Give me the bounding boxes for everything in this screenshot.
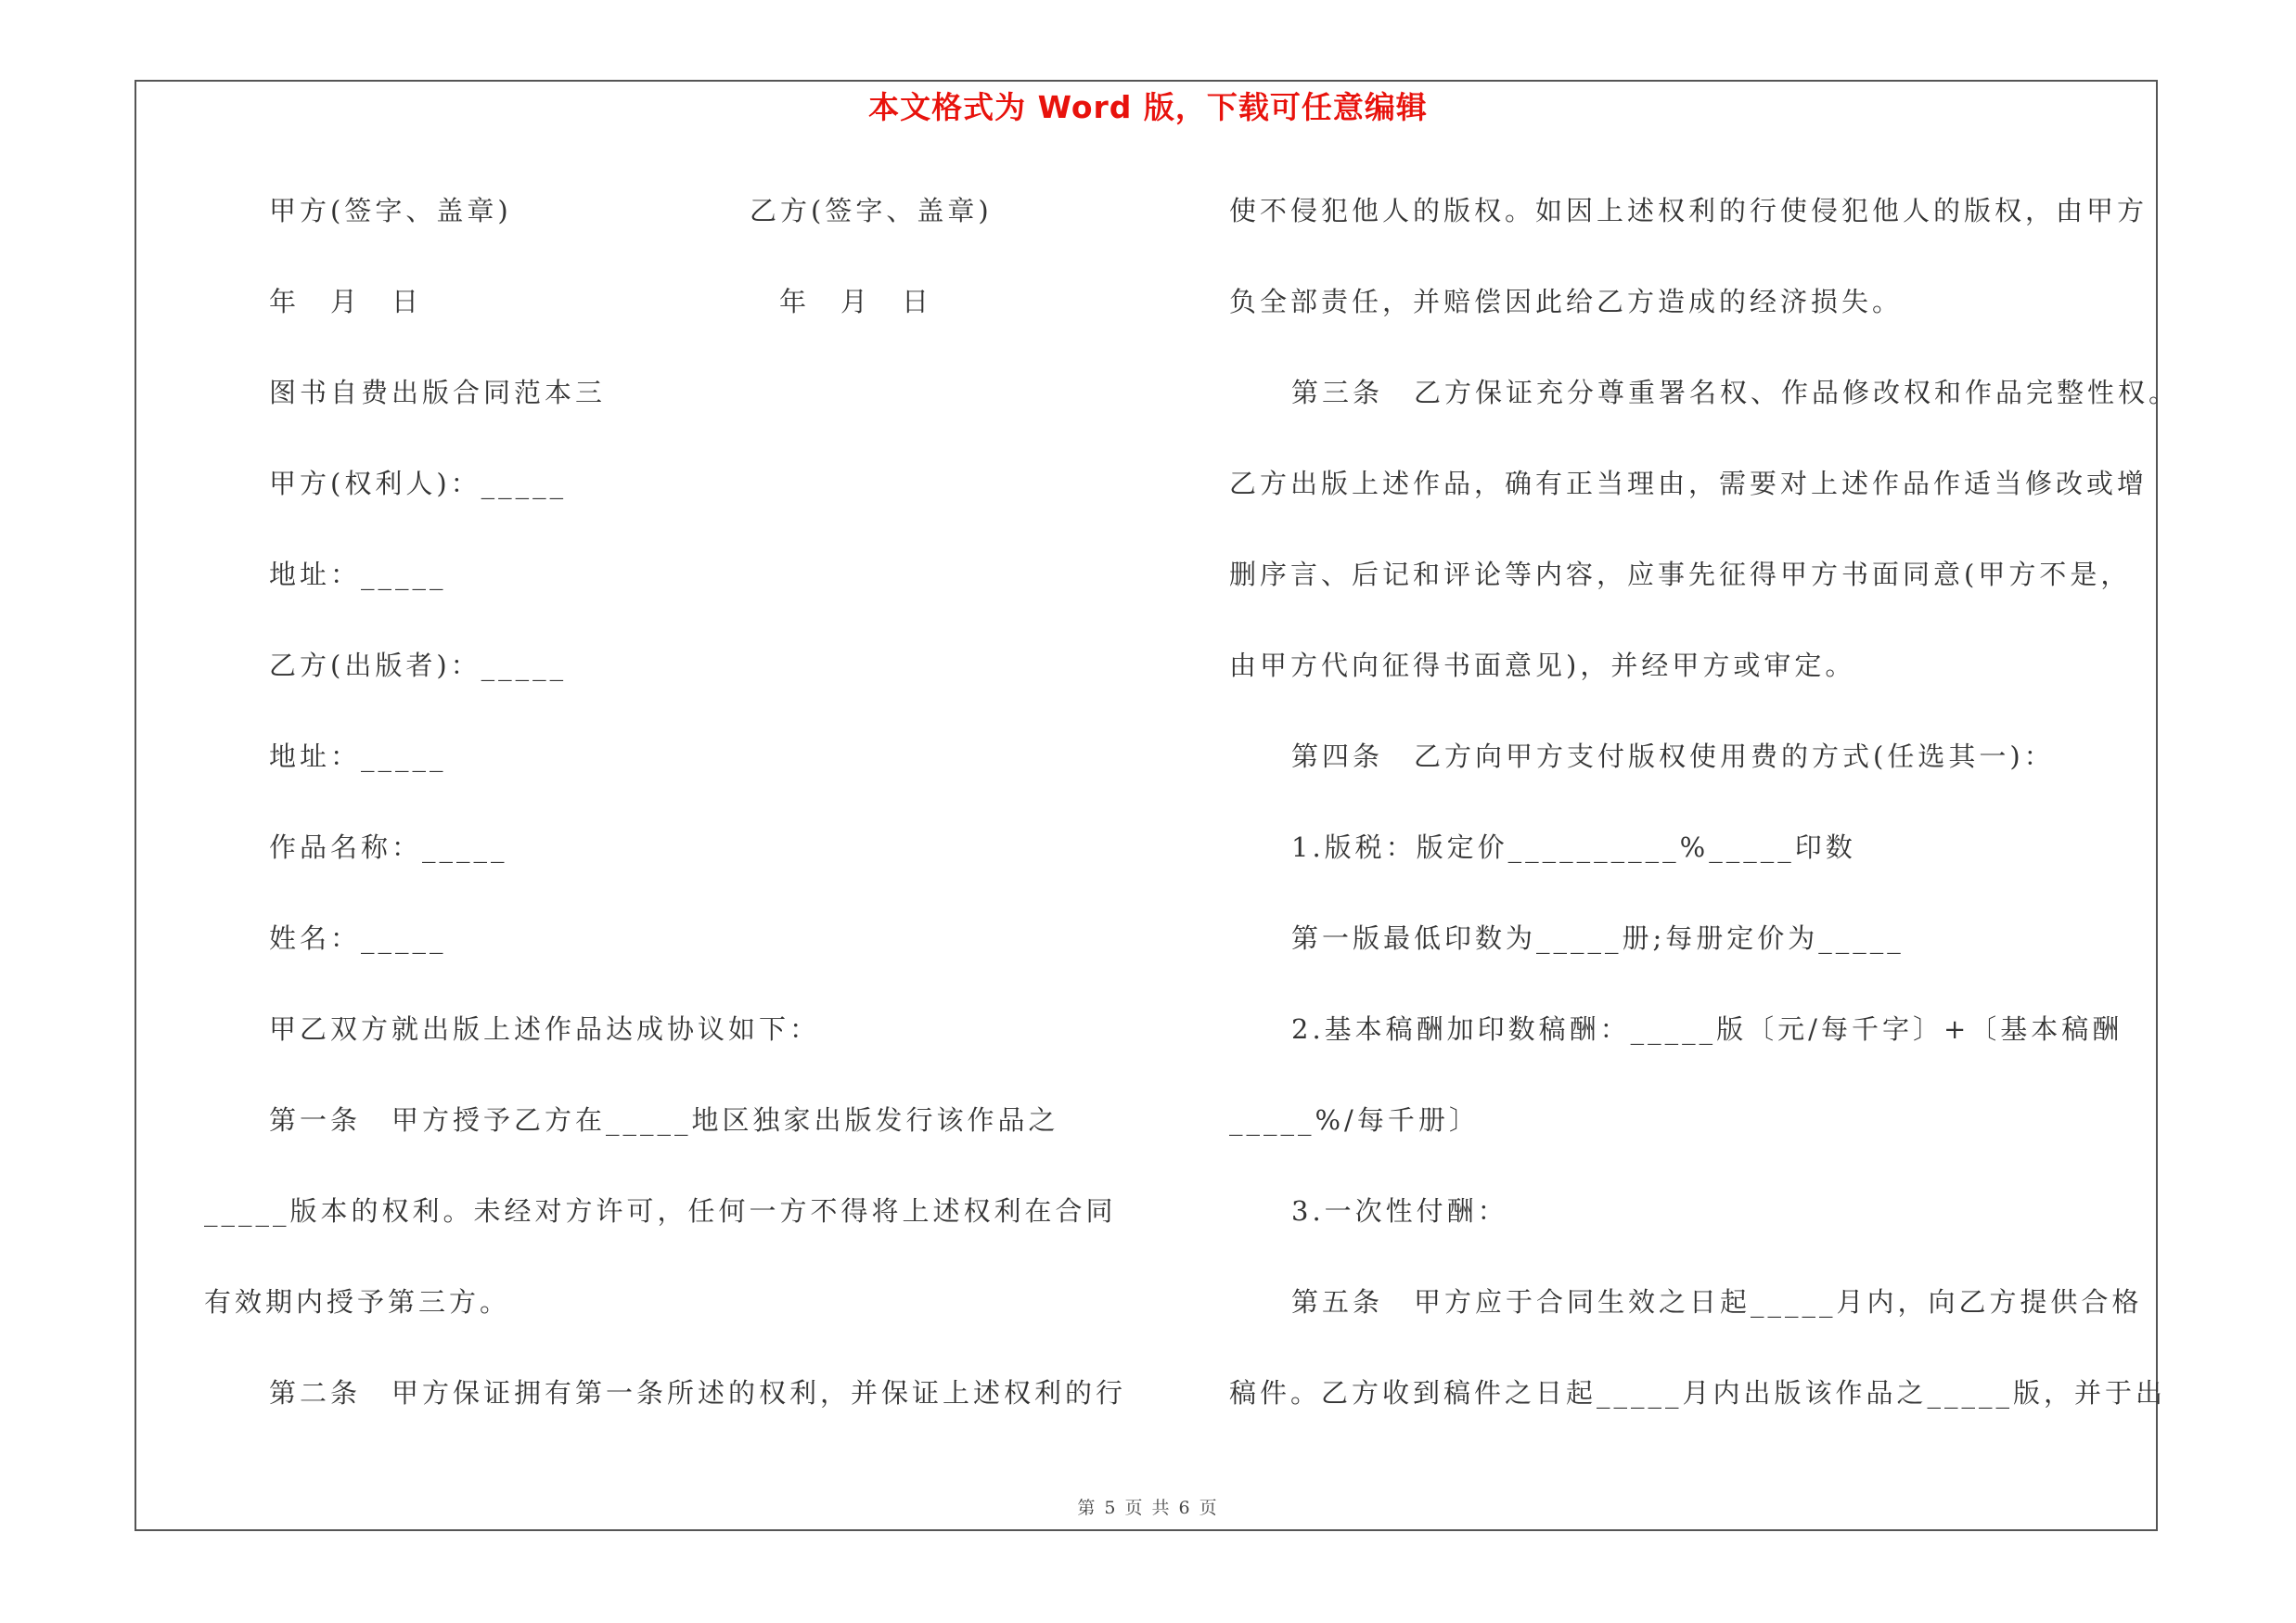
party-b-address-field: 地址：_____: [269, 741, 447, 772]
name-field: 姓名：_____: [269, 922, 447, 954]
royalty-option-1: 1.版税：版定价__________%_____印数: [1291, 831, 1856, 863]
article-2-line-3: 负全部责任，并赔偿因此给乙方造成的经济损失。: [1229, 286, 1904, 317]
work-title-field: 作品名称：_____: [269, 831, 508, 863]
party-b-field: 乙方(出版者)：_____: [269, 650, 568, 681]
article-3-line-3: 删序言、后记和评论等内容，应事先征得甲方书面同意(甲方不是，: [1229, 559, 2132, 590]
page-number: 第 5 页 共 6 页: [1077, 1498, 1219, 1518]
party-a-address-field: 地址：_____: [269, 559, 447, 590]
agreement-intro: 甲乙双方就出版上述作品达成协议如下：: [269, 1013, 821, 1045]
royalty-option-2-line-2: _____%/每千册〕: [1229, 1104, 1480, 1136]
article-2-line-1: 第二条 甲方保证拥有第一条所述的权利，并保证上述权利的行: [269, 1377, 1127, 1409]
date-party-a: 年 月 日: [269, 286, 423, 317]
article-2-line-2: 使不侵犯他人的版权。如因上述权利的行使侵犯他人的版权，由甲方: [1229, 195, 2148, 226]
contract-title: 图书自费出版合同范本三: [269, 377, 607, 408]
signature-party-b: 乙方(签字、盖章): [750, 195, 993, 226]
article-3-line-2: 乙方出版上述作品，确有正当理由，需要对上述作品作适当修改或增: [1229, 468, 2148, 499]
signature-party-a: 甲方(签字、盖章): [269, 195, 512, 226]
article-3-line-4: 由甲方代向征得书面意见)，并经甲方或审定。: [1229, 650, 1856, 681]
article-3-line-1: 第三条 乙方保证充分尊重署名权、作品修改权和作品完整性权。: [1291, 377, 2180, 408]
article-5-line-2: 稿件。乙方收到稿件之日起_____月内出版该作品之_____版，并于出: [1229, 1377, 2167, 1409]
royalty-option-3: 3.一次性付酬：: [1291, 1195, 1508, 1227]
first-edition-print-run: 第一版最低印数为_____册;每册定价为_____: [1291, 922, 1905, 954]
article-4-line-1: 第四条 乙方向甲方支付版权使用费的方式(任选其一)：: [1291, 741, 2055, 772]
article-5-line-1: 第五条 甲方应于合同生效之日起_____月内，向乙方提供合格: [1291, 1286, 2143, 1318]
party-a-field: 甲方(权利人)：_____: [269, 468, 568, 499]
date-party-b: 年 月 日: [779, 286, 933, 317]
royalty-option-2-line-1: 2.基本稿酬加印数稿酬：_____版〔元/每千字〕+〔基本稿酬: [1291, 1013, 2123, 1045]
article-1-line-3: 有效期内授予第三方。: [204, 1286, 511, 1318]
article-1-line-2: _____版本的权利。未经对方许可，任何一方不得将上述权利在合同: [204, 1195, 1117, 1227]
format-banner: 本文格式为 Word 版，下载可任意编辑: [868, 89, 1428, 125]
article-1-line-1: 第一条 甲方授予乙方在_____地区独家出版发行该作品之: [269, 1104, 1059, 1136]
